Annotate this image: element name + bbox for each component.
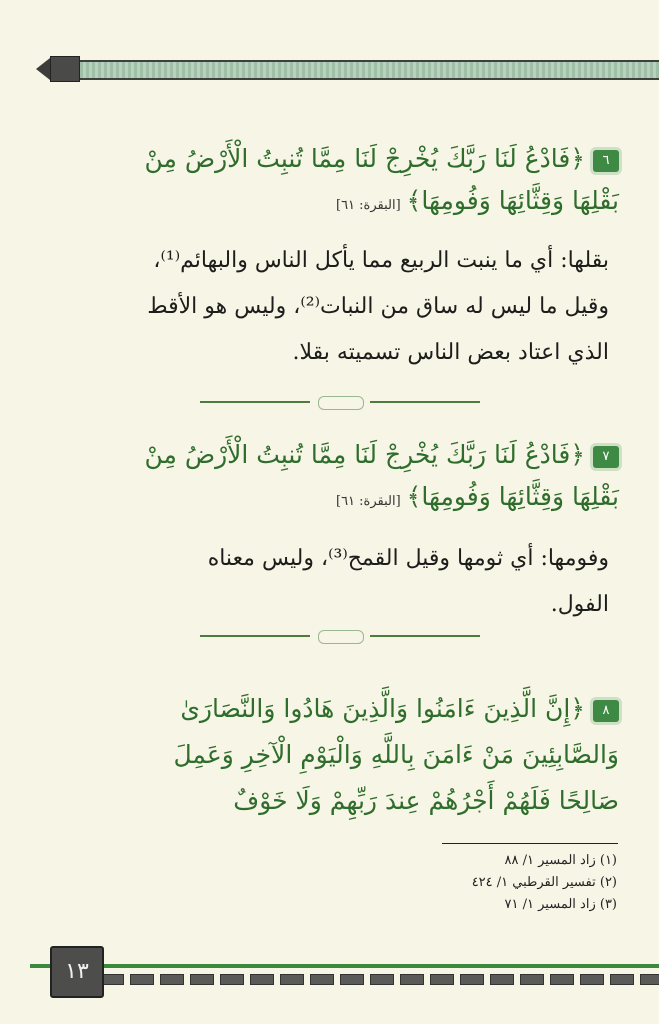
text-line: الفول. xyxy=(550,592,609,617)
verse-number-badge: ٧ xyxy=(593,446,619,468)
green-band xyxy=(80,60,659,80)
bar-cap xyxy=(50,56,80,82)
verse-line: صَالِحًا فَلَهُمْ أَجْرُهُمْ عِندَ رَبِّهِمْ وَلَا خَوْفٌ xyxy=(233,786,619,815)
section-divider xyxy=(200,630,480,642)
page-number: ١٣ xyxy=(50,946,104,998)
text-line: وقيل ما ليس له ساق من النبات⁽²⁾، وليس هو الأقط xyxy=(147,294,609,319)
verse-line: بَقْلِهَا وَقِثَّائِهَا وَفُومِهَا﴾ xyxy=(406,186,619,215)
verse-8 xyxy=(39,686,619,824)
footnote: (٢) تفسير القرطبي ١/ ٤٢٤ xyxy=(471,875,617,890)
verse-number-badge: ٨ xyxy=(593,700,619,722)
text-line: بقلها: أي ما ينبت الربيع مما يأكل الناس والبهائم⁽¹⁾، xyxy=(153,248,609,273)
verse-line: بَقْلِهَا وَقِثَّائِهَا وَفُومِهَا﴾ xyxy=(406,482,619,511)
verse-number-badge: ٦ xyxy=(593,150,619,172)
explanation-1 xyxy=(49,238,609,376)
verse-line: ﴿فَادْعُ لَنَا رَبَّكَ يُخْرِجْ لَنَا مِمَّا تُنبِتُ الْأَرْضُ مِنْ xyxy=(144,144,585,173)
verse-line: ﴿فَادْعُ لَنَا رَبَّكَ يُخْرِجْ لَنَا مِمَّا تُنبِتُ الْأَرْضُ مِنْ xyxy=(144,440,585,469)
flourish-icon xyxy=(318,630,364,644)
verse-reference: [البقرة: ٦١] xyxy=(335,198,401,213)
verse-line: وَالصَّابِئِينَ مَنْ ءَامَنَ بِاللَّهِ وَالْيَوْمِ الْآخِرِ وَعَمِلَ xyxy=(173,740,619,769)
footnote: (٣) زاد المسير ١/ ٧١ xyxy=(504,897,617,912)
text-line: وفومها: أي ثومها وقيل القمح⁽³⁾، وليس معناه xyxy=(207,546,609,571)
verse-6 xyxy=(39,138,619,227)
footnotes xyxy=(472,850,617,916)
section-divider xyxy=(200,396,480,408)
top-ornament-bar xyxy=(36,56,659,82)
explanation-2 xyxy=(49,536,609,628)
footnote-separator xyxy=(442,843,618,844)
verse-line: ﴿إِنَّ الَّذِينَ ءَامَنُوا وَالَّذِينَ هَادُوا وَالنَّصَارَىٰ xyxy=(180,694,585,723)
footnote: (١) زاد المسير ١/ ٨٨ xyxy=(504,853,617,868)
arrow-ornament-icon xyxy=(36,58,50,80)
flourish-icon xyxy=(318,396,364,410)
verse-7 xyxy=(39,434,619,523)
verse-reference: [البقرة: ٦١] xyxy=(335,494,401,509)
text-line: الذي اعتاد بعض الناس تسميته بقلا. xyxy=(292,340,609,365)
